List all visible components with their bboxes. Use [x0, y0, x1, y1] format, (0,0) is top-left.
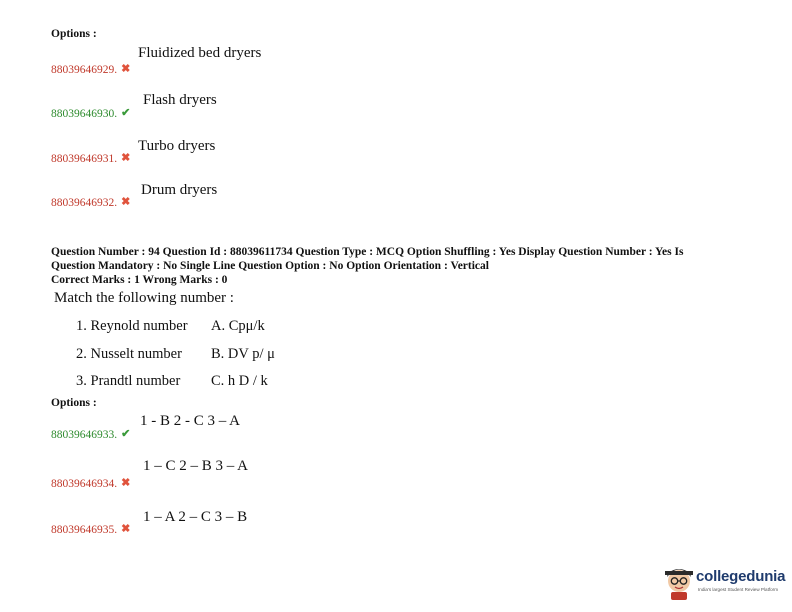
option-text: 1 - B 2 - C 3 – A — [140, 413, 241, 429]
option-text: Drum dryers — [141, 182, 218, 198]
options-label: Options : — [51, 28, 97, 40]
option-id: 88039646931. — [51, 153, 118, 165]
match-right: B. DV p/ μ — [211, 346, 275, 362]
cross-icon: ✖ — [121, 523, 131, 535]
option-id: 88039646932. — [51, 197, 118, 209]
match-right: A. Cpμ/k — [211, 318, 265, 334]
question-meta — [51, 245, 751, 287]
logo-tagline: India's largest Student Review Platform — [698, 587, 779, 592]
check-icon: ✔ — [121, 107, 131, 119]
logo-wordmark: collegedunia — [696, 568, 786, 585]
collegedunia-logo — [662, 562, 787, 602]
question-meta-line: Question Mandatory : No Single Line Question Option : No Option Orientation : Vertical — [51, 260, 489, 272]
check-icon: ✔ — [121, 428, 131, 440]
question-marks: Correct Marks : 1 Wrong Marks : 0 — [51, 274, 228, 286]
option-text: Flash dryers — [143, 92, 217, 108]
match-left: 2. Nusselt number — [76, 346, 182, 362]
option-id: 88039646929. — [51, 64, 118, 76]
option-text: 1 – C 2 – B 3 – A — [143, 458, 249, 474]
option-text: Fluidized bed dryers — [138, 45, 262, 61]
cross-icon: ✖ — [121, 477, 131, 489]
question-stem: Match the following number : — [54, 290, 234, 306]
option-id: 88039646933. — [51, 429, 118, 441]
option-text: 1 – A 2 – C 3 – B — [143, 509, 248, 525]
cross-icon: ✖ — [121, 63, 131, 75]
option-id: 88039646934. — [51, 478, 118, 490]
options-label: Options : — [51, 397, 97, 409]
option-text: Turbo dryers — [138, 138, 216, 154]
option-id: 88039646930. — [51, 108, 118, 120]
question-meta-line: Question Number : 94 Question Id : 88039611734 Question Type : MCQ Option Shuffling : Yes Display Question Number : Yes Is — [51, 246, 684, 258]
cross-icon: ✖ — [121, 196, 131, 208]
match-right: C. h D / k — [211, 373, 268, 389]
mascot-icon — [662, 562, 696, 600]
match-left: 1. Reynold number — [76, 318, 188, 334]
match-left: 3. Prandtl number — [76, 373, 181, 389]
cross-icon: ✖ — [121, 152, 131, 164]
option-id: 88039646935. — [51, 524, 118, 536]
